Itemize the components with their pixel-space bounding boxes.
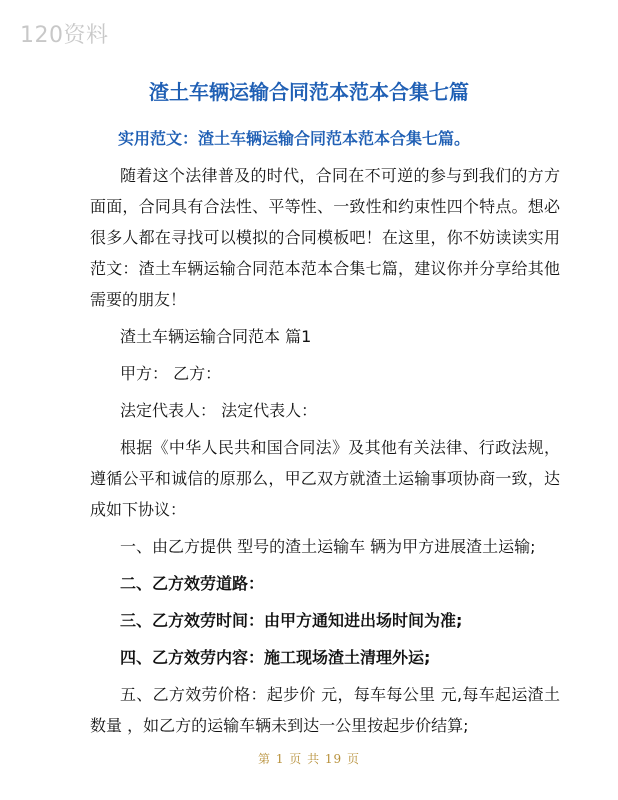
clause-4: 四、乙方效劳内容：施工现场渣土清理外运; xyxy=(120,648,431,667)
party-line: 甲方： 乙方： xyxy=(120,364,222,383)
clause-2: 二、乙方效劳道路： xyxy=(120,574,265,593)
section-heading: 渣土车辆运输合同范本 篇1 xyxy=(120,327,312,346)
clause-3: 三、乙方效劳时间：由甲方通知进出场时间为准; xyxy=(120,611,463,630)
page-number: 第 1 页 共 19 页 xyxy=(258,752,360,766)
representative-line: 法定代表人： 法定代表人： xyxy=(120,401,318,420)
intro-paragraph: 随着这个法律普及的时代，合同在不可逆的参与到我们的方方面面，合同具有合法性、平等性、一致性和约束性四个特点。想必很多人都在寻找可以模拟的合同模板吧！在这里，你不妨读读实用范文：渣土车辆运输合同范本范本合集七篇，建议你并分享给其他需要的朋友！ xyxy=(90,166,560,309)
legal-basis-paragraph: 根据《中华人民共和国合同法》及其他有关法律、行政法规，遵循公平和诚信的原那么，甲乙双方就渣土运输事项协商一致，达成如下协议： xyxy=(90,438,560,519)
clause-5: 五、乙方效劳价格：起步价 元，每车每公里 元,每车起运渣土数量 ，如乙方的运输车辆未到达一公里按起步价结算; xyxy=(90,685,560,735)
watermark-logo: 120资料 xyxy=(20,23,109,48)
clause-1: 一、由乙方提供 型号的渣土运输车 辆为甲方进展渣土运输; xyxy=(120,537,536,556)
document-subtitle: 实用范文：渣土车辆运输合同范本范本合集七篇。 xyxy=(118,129,471,148)
document-body xyxy=(90,124,560,747)
document-title: 渣土车辆运输合同范本范本合集七篇 xyxy=(149,80,469,104)
